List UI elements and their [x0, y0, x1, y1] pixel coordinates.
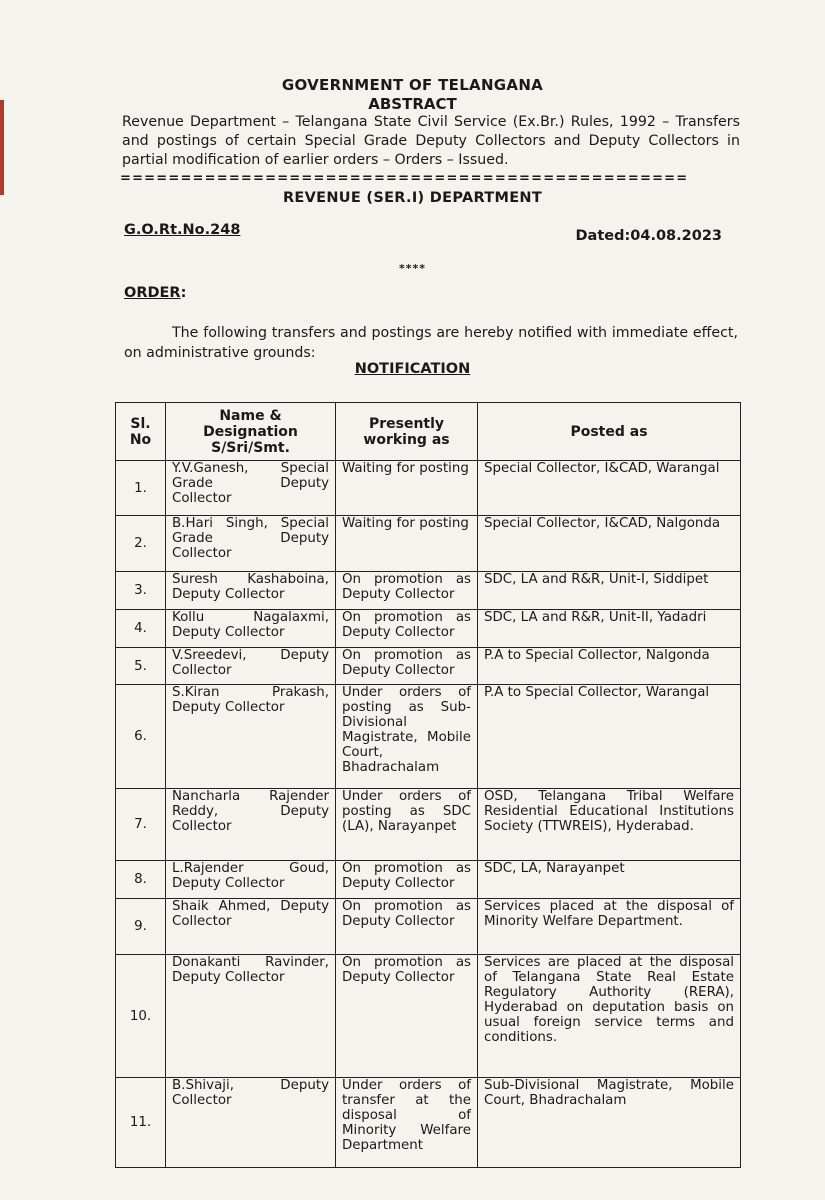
cell-posted: OSD, Telangana Tribal Welfare Residential Educational Institutions Society (TTWREIS), Hyderabad. — [478, 789, 741, 861]
cell-sl: 5. — [116, 648, 166, 685]
table-row — [116, 610, 741, 648]
order-heading-colon: : — [180, 285, 187, 301]
cell-sl: 11. — [116, 1078, 166, 1168]
table-row — [116, 789, 741, 861]
cell-present: On promotion as Deputy Collector — [336, 861, 478, 899]
table-row — [116, 899, 741, 955]
cell-name: V.Sreedevi, Deputy Collector — [166, 648, 336, 685]
cell-name: Kollu Nagalaxmi, Deputy Collector — [166, 610, 336, 648]
cell-sl: 3. — [116, 572, 166, 610]
cell-sl: 4. — [116, 610, 166, 648]
table-row — [116, 1078, 741, 1168]
table-row — [116, 516, 741, 572]
cell-name: B.Shivaji, Deputy Collector — [166, 1078, 336, 1168]
cell-posted: P.A to Special Collector, Nalgonda — [478, 648, 741, 685]
notification-heading-text: NOTIFICATION — [354, 361, 471, 377]
header-name: Name & Designation S/Sri/Smt. — [166, 403, 336, 461]
table-row — [116, 861, 741, 899]
cell-name: L.Rajender Goud, Deputy Collector — [166, 861, 336, 899]
cell-posted: Services are placed at the disposal of Telangana State Real Estate Regulatory Authority (RERA), Hyderabad on deputation basis on usual foreign service terms and conditions. — [478, 955, 741, 1078]
cell-present: Waiting for posting — [336, 461, 478, 516]
cell-present: On promotion as Deputy Collector — [336, 610, 478, 648]
table-row — [116, 461, 741, 516]
cell-posted: Special Collector, I&CAD, Nalgonda — [478, 516, 741, 572]
stars-separator: **** — [398, 262, 426, 275]
table-row — [116, 685, 741, 789]
cell-sl: 1. — [116, 461, 166, 516]
cell-present: On promotion as Deputy Collector — [336, 648, 478, 685]
table-row — [116, 648, 741, 685]
cell-sl: 10. — [116, 955, 166, 1078]
cell-posted: Special Collector, I&CAD, Warangal — [478, 461, 741, 516]
cell-sl: 7. — [116, 789, 166, 861]
cell-present: On promotion as Deputy Collector — [336, 955, 478, 1078]
header-posted: Posted as — [478, 403, 741, 461]
cell-sl: 2. — [116, 516, 166, 572]
dated: Dated:04.08.2023 — [575, 228, 722, 244]
notification-heading — [0, 361, 825, 377]
table-header-row — [116, 403, 741, 461]
cell-name: Shaik Ahmed, Deputy Collector — [166, 899, 336, 955]
cell-present: Under orders of posting as Sub-Divisional Magistrate, Mobile Court, Bhadrachalam — [336, 685, 478, 789]
government-title: GOVERNMENT OF TELANGANA — [281, 76, 544, 94]
cell-posted: Sub-Divisional Magistrate, Mobile Court, Bhadrachalam — [478, 1078, 741, 1168]
order-paragraph: The following transfers and postings are hereby notified with immediate effect, on administrative grounds: — [124, 325, 738, 361]
cell-present: Waiting for posting — [336, 516, 478, 572]
header-present: Presently working as — [336, 403, 478, 461]
order-heading — [124, 285, 186, 301]
table-row — [116, 955, 741, 1078]
table-row — [116, 572, 741, 610]
cell-name: Donakanti Ravinder, Deputy Collector — [166, 955, 336, 1078]
cell-name: B.Hari Singh, Special Grade Deputy Collector — [166, 516, 336, 572]
cell-name: Suresh Kashaboina, Deputy Collector — [166, 572, 336, 610]
binder-mark — [0, 100, 4, 195]
separator-rule: =============================================== — [120, 172, 689, 186]
cell-name: Nancharla Rajender Reddy, Deputy Collector — [166, 789, 336, 861]
department-title: REVENUE (SER.I) DEPARTMENT — [282, 190, 543, 206]
abstract-title: ABSTRACT — [368, 95, 457, 113]
cell-present: On promotion as Deputy Collector — [336, 899, 478, 955]
cell-posted: SDC, LA and R&R, Unit-I, Siddipet — [478, 572, 741, 610]
transfers-table — [115, 402, 741, 1168]
header-sl: Sl. No — [116, 403, 166, 461]
cell-present: On promotion as Deputy Collector — [336, 572, 478, 610]
cell-present: Under orders of transfer at the disposal of Minority Welfare Department — [336, 1078, 478, 1168]
cell-sl: 8. — [116, 861, 166, 899]
subject-text: Revenue Department – Telangana State Civil Service (Ex.Br.) Rules, 1992 – Transfers and postings of certain Special Grade Deputy Collectors and Deputy Collectors in partial modification of earlier orders – Orders – Issued. — [122, 114, 740, 168]
cell-name: Y.V.Ganesh, Special Grade Deputy Collector — [166, 461, 336, 516]
cell-name: S.Kiran Prakash, Deputy Collector — [166, 685, 336, 789]
cell-sl: 9. — [116, 899, 166, 955]
go-number: G.O.Rt.No.248 — [124, 222, 241, 238]
order-heading-text: ORDER — [124, 285, 181, 301]
cell-posted: SDC, LA, Narayanpet — [478, 861, 741, 899]
cell-sl: 6. — [116, 685, 166, 789]
cell-present: Under orders of posting as SDC (LA), Narayanpet — [336, 789, 478, 861]
cell-posted: SDC, LA and R&R, Unit-II, Yadadri — [478, 610, 741, 648]
cell-posted: Services placed at the disposal of Minority Welfare Department. — [478, 899, 741, 955]
cell-posted: P.A to Special Collector, Warangal — [478, 685, 741, 789]
